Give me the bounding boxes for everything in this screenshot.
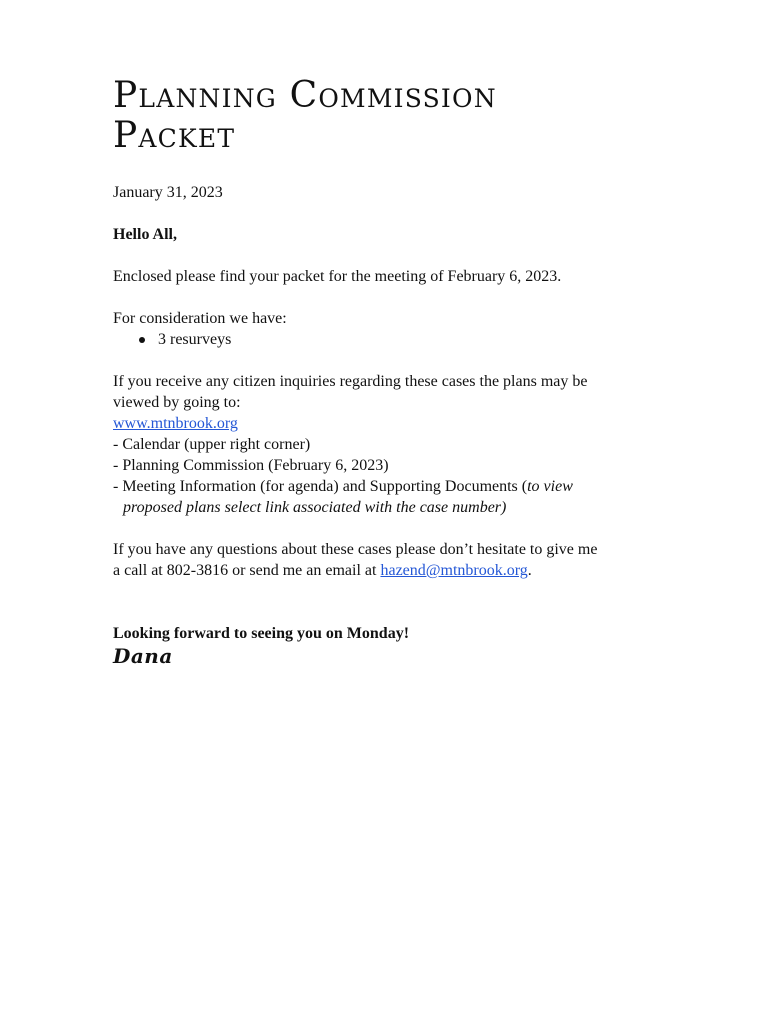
enclosed-paragraph: Enclosed please find your packet for the meeting of February 6, 2023. <box>113 268 562 285</box>
questions-paragraph <box>113 539 713 581</box>
navigation-steps <box>113 434 713 518</box>
step-note-continued <box>113 497 713 518</box>
questions-line-2-suffix: . <box>527 562 532 579</box>
step-note-part-2: proposed plans select link associated with the case number) <box>123 499 507 516</box>
questions-line-2-prefix: a call at 802-3816 or send me an email at <box>113 562 381 579</box>
letter-date: January 31, 2023 <box>113 184 223 201</box>
closing-line: Looking forward to seeing you on Monday! <box>113 625 410 642</box>
inquiry-line-1: If you receive any citizen inquiries regarding these cases the plans may be <box>113 373 588 390</box>
consideration-intro: For consideration we have: <box>113 310 287 327</box>
step-calendar: - Calendar (upper right corner) <box>113 436 311 453</box>
signature: Dana <box>113 644 173 668</box>
website-link[interactable]: www.mtnbrook.org <box>113 415 238 432</box>
document-page <box>113 76 713 668</box>
greeting: Hello All, <box>113 226 177 243</box>
inquiry-line-2: viewed by going to: <box>113 394 241 411</box>
consideration-list <box>135 329 713 350</box>
step-note-part-1: to view <box>527 478 573 495</box>
step-planning-commission: - Planning Commission (February 6, 2023) <box>113 457 389 474</box>
step-meeting-text: - Meeting Information (for agenda) and Supporting Documents ( <box>113 478 528 495</box>
email-link[interactable]: hazend@mtnbrook.org <box>380 562 528 579</box>
questions-line-1: If you have any questions about these cases please don’t hesitate to give me <box>113 541 598 558</box>
title-line-1: Planning Commission <box>113 75 497 116</box>
inquiry-paragraph <box>113 371 713 434</box>
consideration-item: 3 resurveys <box>135 329 713 350</box>
step-meeting-information <box>113 476 713 497</box>
document-title <box>113 76 713 156</box>
title-line-2: Packet <box>113 115 236 156</box>
